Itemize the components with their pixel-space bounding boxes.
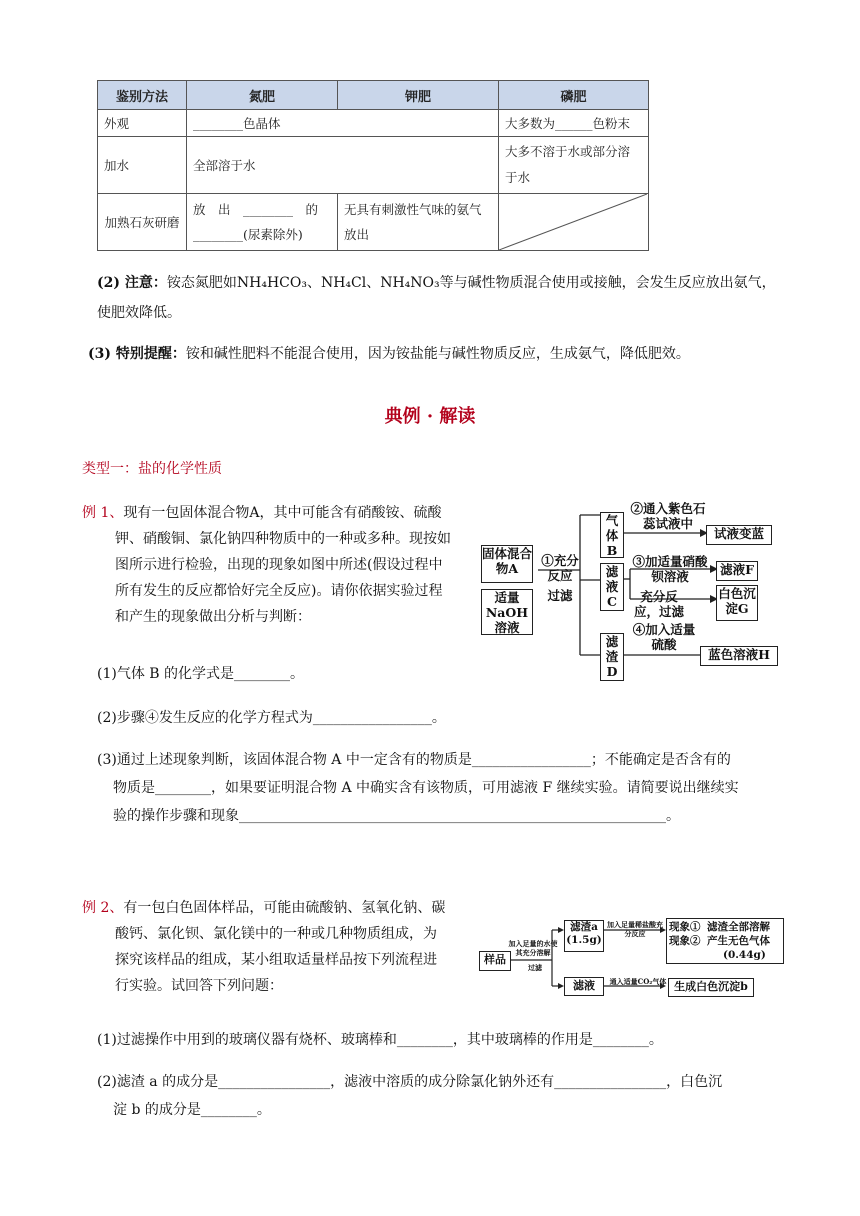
ex1-label: 例 1、	[82, 505, 124, 521]
ex2-q2-line: 淀 b 的成分是________。	[113, 1102, 271, 1118]
step2-label: ②通入紫色石蕊试液中	[630, 501, 706, 531]
liquid-c-box: 滤液C	[600, 563, 624, 611]
residue-a-box: 滤渣a (1.5g)	[564, 920, 604, 952]
ex2-q2-line: (2)滤渣 a 的成分是________________，滤液中溶质的成分除氯化钠外还有________________，白色沉	[97, 1074, 723, 1090]
add-water-label: 加入足量的水使其充分溶解	[508, 939, 558, 957]
header-phosphorus: 磷肥	[499, 81, 649, 110]
ex1-q3-line: 验的操作步骤和现象_____________________________________________________________。	[113, 808, 680, 824]
result-turns-blue: 试液变蓝	[706, 525, 772, 545]
blue-solution-h-box: 蓝色溶液H	[700, 646, 778, 666]
ex1-line: 图所示进行检验，出现的现象如图中所述(假设过程中	[115, 557, 443, 573]
ex2-line: 酸钙、氯化钡、氯化镁中的一种或几种物质组成，为	[115, 926, 437, 942]
white-precipitate-g-box: 白色沉淀G	[716, 585, 758, 621]
note-2	[97, 268, 787, 328]
ex1-line: 钾、硝酸铜、氯化钠四种物质中的一种或多种。现按如	[115, 531, 451, 547]
note-3-label: (3) 特别提醒：	[88, 346, 186, 362]
filter-label: 过滤	[528, 963, 542, 972]
result-2: 产生无色气体	[707, 935, 770, 947]
filtrate-box: 滤液	[564, 977, 604, 996]
header-potassium: 钾肥	[338, 81, 499, 110]
ex1-stem	[82, 500, 477, 630]
ex1-line: 和产生的现象做出分析与判断：	[115, 609, 311, 625]
ex1-q3-line: (3)通过上述现象判断，该固体混合物 A 中一定含有的物质是_________________；不能确定是否含有的	[97, 752, 731, 768]
note-3-text: 铵和碱性肥料不能混合使用，因为铵盐能与碱性物质反应，生成氨气，降低肥效。	[185, 346, 690, 362]
add-co2-label: 通入适量CO₂气体	[609, 977, 667, 986]
diagonal-line	[499, 194, 647, 250]
cell-method: 加熟石灰研磨	[98, 194, 187, 251]
cell-nitrogen: 放 出 ________ 的 ________(尿素除外)	[187, 194, 338, 251]
step1-label: ①充分反应	[541, 553, 579, 583]
sample-box: 样品	[479, 951, 511, 971]
ex2-q2	[97, 1068, 797, 1124]
step3-sub-label: 充分反应，过滤	[633, 589, 684, 619]
cell-method: 外观	[98, 110, 187, 137]
gas-b-box: 气体B	[600, 512, 624, 558]
ex1-q2: (2)步骤④发生反应的化学方程式为_________________。	[97, 710, 446, 726]
ex2-line: 行实验。试回答下列问题：	[115, 978, 283, 994]
phenomenon-2-label: 现象②	[669, 935, 701, 947]
add-acid-label: 加入足量稀盐酸充分反应	[607, 920, 663, 938]
gas-mass: (0.44g)	[723, 949, 766, 961]
note-2-label: (2) 注意：	[97, 275, 167, 291]
phenomenon-1-label: 现象①	[669, 921, 701, 933]
filter-label: 过滤	[547, 588, 573, 603]
filtrate-f-box: 滤液F	[716, 561, 758, 581]
header-nitrogen: 氮肥	[187, 81, 338, 110]
cell-nitrogen: ________色晶体	[187, 110, 499, 137]
solid-a-box: 固体混合物A	[481, 545, 533, 583]
note-3	[88, 340, 788, 368]
naoh-box: 适量NaOH溶液	[481, 589, 533, 635]
cell-method: 加水	[98, 137, 187, 194]
result-1: 滤渣全部溶解	[707, 921, 770, 933]
cell-nitrogen: 全部溶于水	[187, 137, 499, 194]
phenomena-box	[666, 918, 784, 964]
ex1-q1: (1)气体 B 的化学式是________。	[97, 666, 305, 682]
fertilizer-table	[97, 80, 649, 251]
ex1-q3-line: 物质是________，如果要证明混合物 A 中确实含有该物质，可用滤液 F 继续实验。请简要说出继续实	[113, 780, 739, 796]
ex2-q1: (1)过滤操作中用到的玻璃仪器有烧杯、玻璃棒和________，其中玻璃棒的作用是________。	[97, 1032, 663, 1048]
cell-phosphorus: 大多数为______色粉末	[499, 110, 649, 137]
residue-d-box: 滤渣D	[600, 633, 624, 681]
cell-potassium: 无具有刺激性气味的氨气放出	[338, 194, 499, 251]
cell-phosphorus: 大多不溶于水或部分溶于水	[499, 137, 649, 194]
ex2-line: 探究该样品的组成，某小组取适量样品按下列流程进	[115, 952, 437, 968]
ex2-stem	[82, 895, 477, 999]
section-title: 典例 · 解读	[384, 406, 476, 427]
step4-label: ④加入适量硫酸	[632, 622, 696, 652]
ex1-line: 现有一包固体混合物A，其中可能含有硝酸铵、硫酸	[123, 505, 442, 521]
ex1-q3	[97, 746, 797, 830]
type1-heading: 类型一：盐的化学性质	[82, 461, 222, 477]
note-2-text: 铵态氮肥如NH₄HCO₃、NH₄Cl、NH₄NO₃等与碱性物质混合使用或接触，会发生反应放出氨气，使肥效降低。	[97, 275, 776, 321]
step3-label: ③加适量硝酸钡溶液	[632, 554, 708, 584]
ex2-line: 有一包白色固体样品，可能由硫酸钠、氢氧化钠、碳	[123, 900, 446, 916]
header-method: 鉴别方法	[98, 81, 187, 110]
cell-phosphorus-diagonal	[499, 194, 649, 251]
ex1-line: 所有发生的反应都恰好完全反应)。请你依据实验过程	[115, 583, 443, 599]
ex2-label: 例 2、	[82, 900, 124, 916]
white-precipitate-b-box: 生成白色沉淀b	[668, 978, 754, 997]
